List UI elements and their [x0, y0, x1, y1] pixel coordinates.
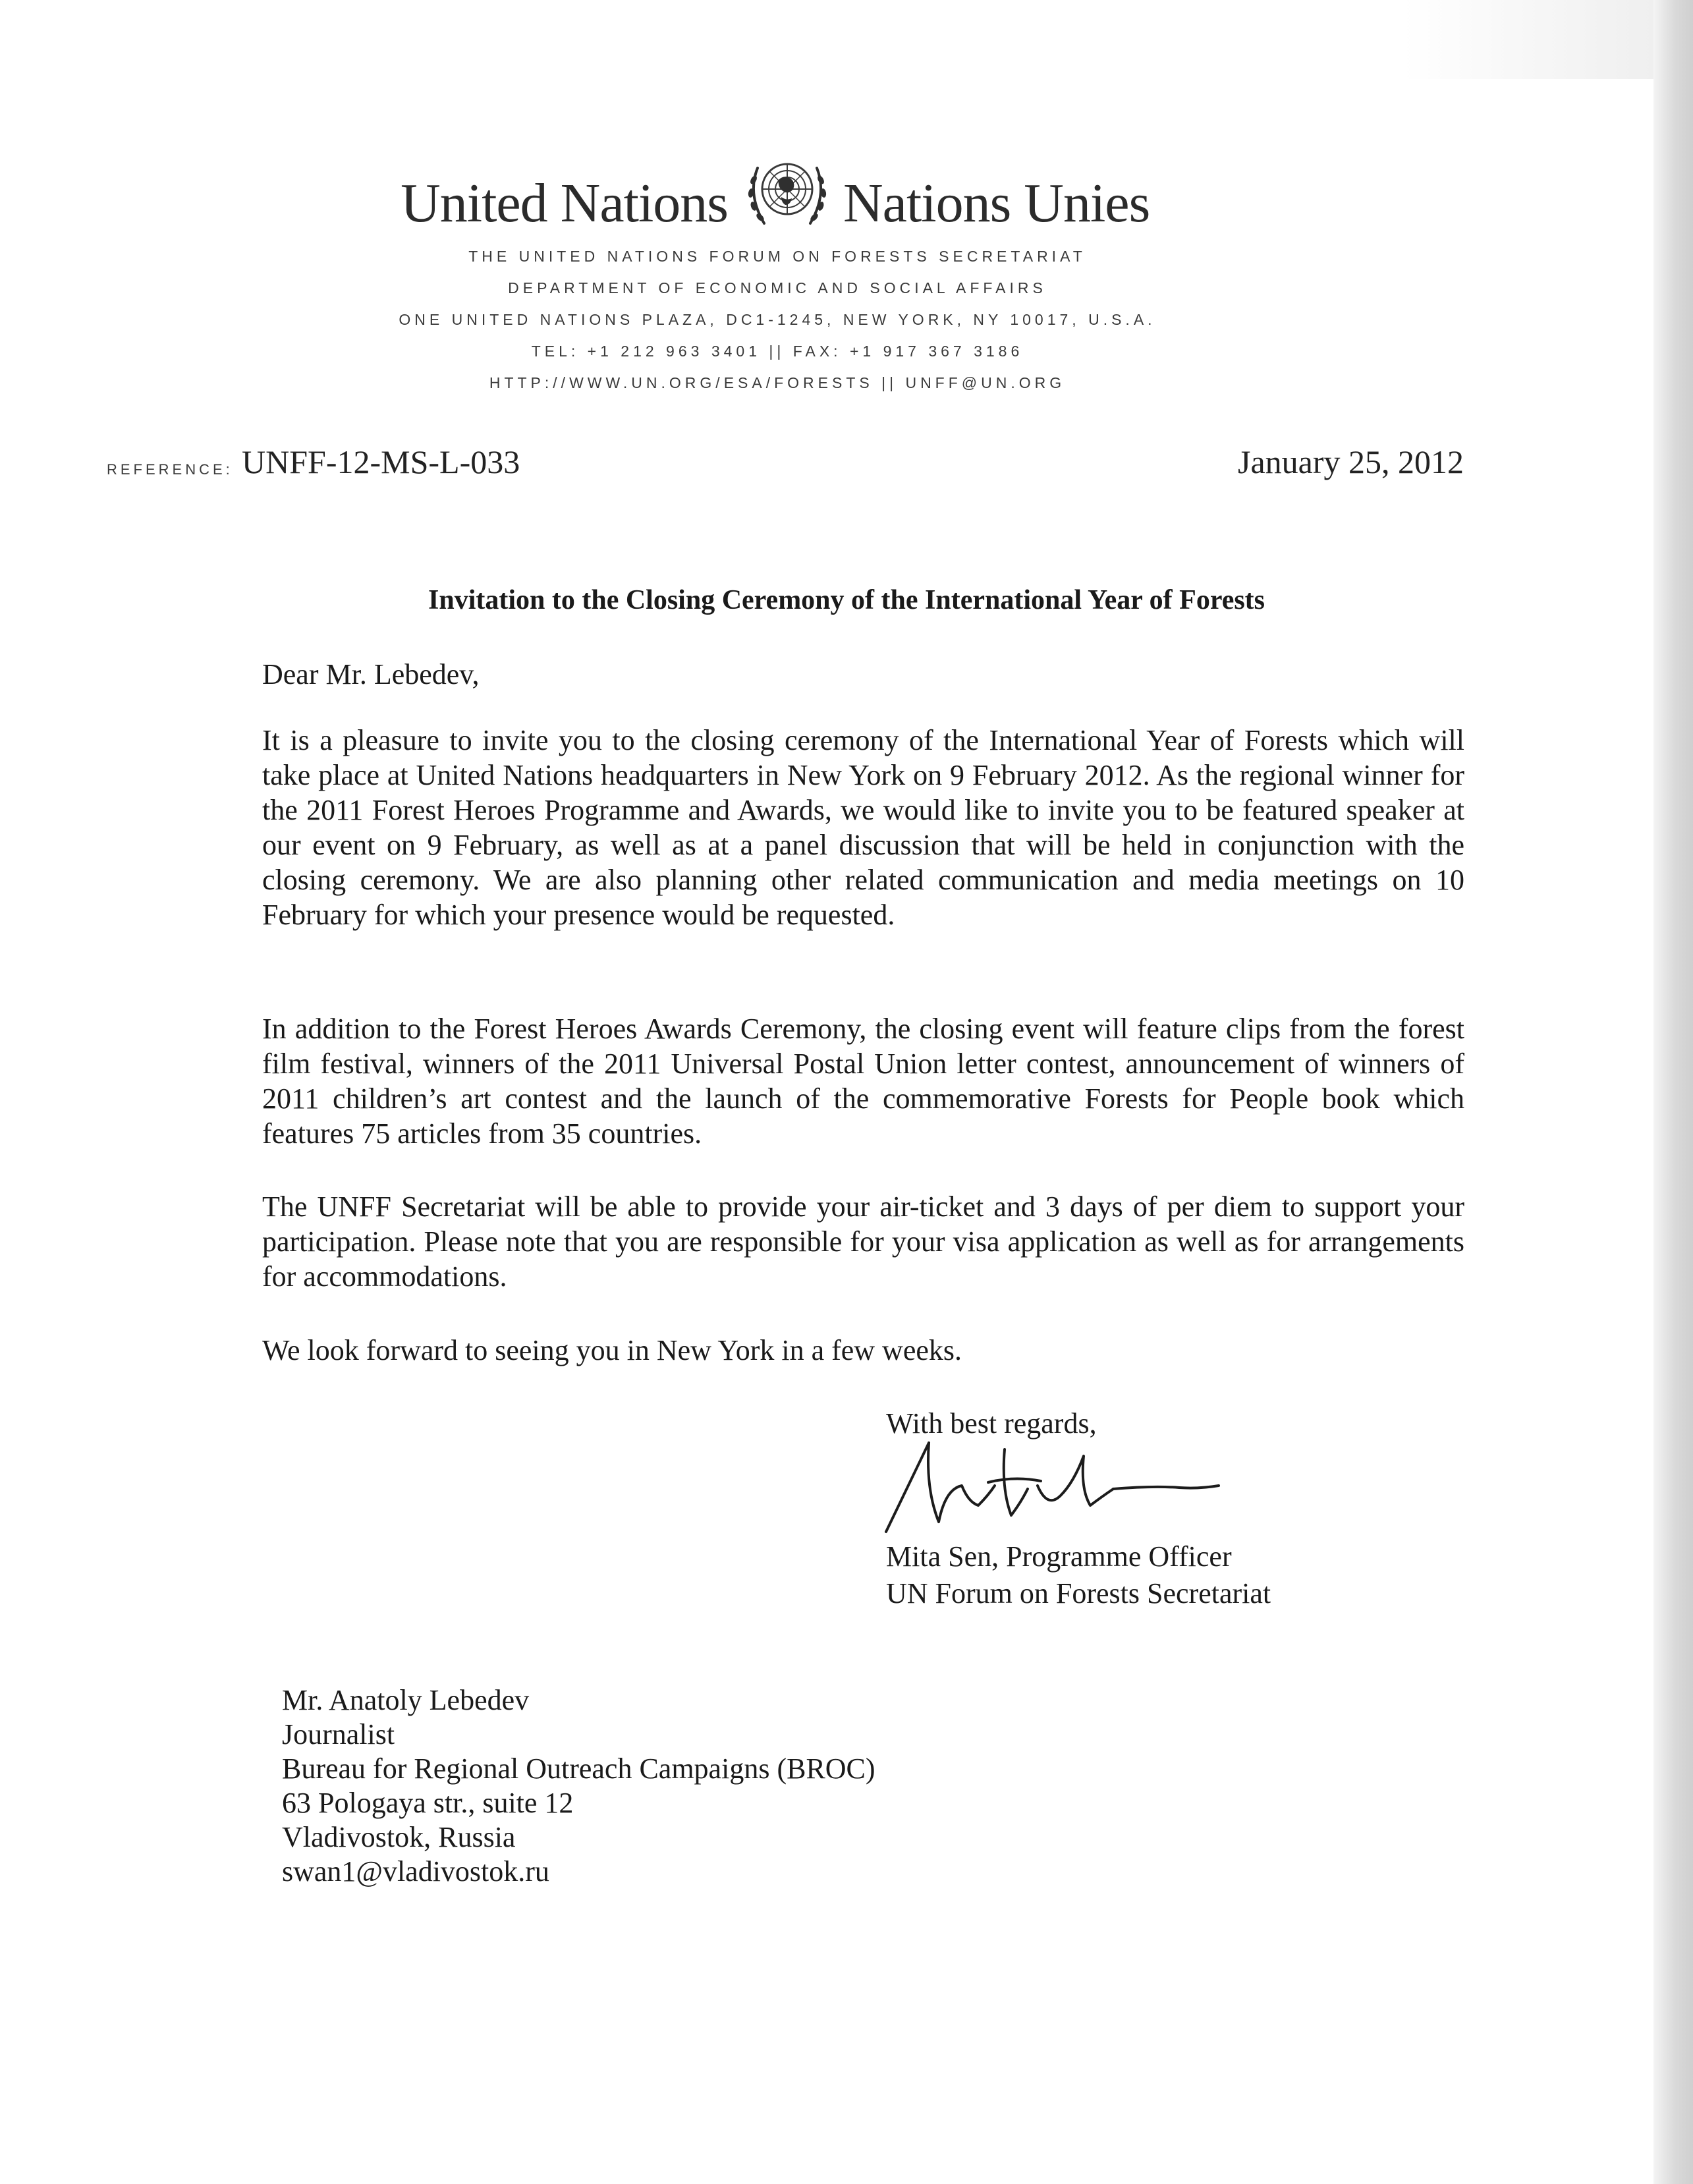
un-emblem-icon — [738, 142, 837, 240]
closing-line: We look forward to seeing you in New York in a few weeks. — [262, 1334, 962, 1366]
recipient-city: Vladivostok, Russia — [282, 1821, 516, 1853]
org-name-english: United Nations — [401, 173, 728, 234]
reference-date-row — [107, 441, 1464, 488]
letterhead-line-web-email: HTTP://WWW.UN.ORG/ESA/FORESTS || UNFF@UN.ORG — [489, 374, 1066, 391]
letterhead-line-department: DEPARTMENT OF ECONOMIC AND SOCIAL AFFAIRS — [508, 279, 1047, 296]
letter-subject: Invitation to the Closing Ceremony of the International Year of Forests — [428, 585, 1265, 615]
reference-number: UNFF-12-MS-L-033 — [242, 443, 520, 480]
scan-edge-shadow — [1653, 0, 1693, 2184]
signer-name-title: Mita Sen, Programme Officer — [886, 1540, 1232, 1573]
reference-label: REFERENCE: — [107, 461, 233, 478]
recipient-name: Mr. Anatoly Lebedev — [282, 1684, 530, 1716]
letterhead-line-phone-fax: TEL: +1 212 963 3401 || FAX: +1 917 367 3186 — [531, 343, 1024, 360]
recipient-organization: Bureau for Regional Outreach Campaigns (BROC) — [282, 1752, 875, 1785]
body-paragraph-event-details: In addition to the Forest Heroes Awards Ceremony, the closing event will feature clips from the forest film festival, winners of the 2011 Universal Postal Union letter contest, announcement of winners of 2011 children’s art contest and the launch of the commemorative Forests for People book which features 75 articles from 35 countries. — [262, 1013, 1464, 1150]
body-paragraph-travel-support: The UNFF Secretariat will be able to provide your air-ticket and 3 days of per diem to support your participation. Please note that you are responsible for your visa application as well as for arrangements for accommodations. — [262, 1190, 1464, 1293]
salutation: Dear Mr. Lebedev, — [262, 658, 480, 690]
handwritten-signature-icon — [863, 1423, 1258, 1542]
letterhead — [0, 142, 1555, 391]
letterhead-org-line — [0, 142, 1555, 240]
letterhead-line-address: ONE UNITED NATIONS PLAZA, DC1-1245, NEW YORK, NY 10017, U.S.A. — [399, 311, 1156, 328]
letterhead-address-block — [0, 240, 1555, 399]
recipient-email: swan1@vladivostok.ru — [282, 1855, 549, 1888]
org-name-french: Nations Unies — [843, 173, 1150, 234]
scan-corner-shadow — [1403, 0, 1653, 79]
recipient-address-block — [282, 1683, 875, 1889]
letter-date: January 25, 2012 — [1238, 443, 1464, 480]
recipient-title: Journalist — [282, 1718, 395, 1750]
recipient-street: 63 Pologaya str., suite 12 — [282, 1787, 574, 1819]
signer-organization: UN Forum on Forests Secretariat — [886, 1577, 1271, 1610]
complimentary-close: With best regards, — [886, 1407, 1097, 1440]
letterhead-line-secretariat: THE UNITED NATIONS FORUM ON FORESTS SECRETARIAT — [468, 248, 1086, 265]
body-paragraph-invitation: It is a pleasure to invite you to the closing ceremony of the International Year of Forests which will take place at United Nations headquarters in New York on 9 February 2012. As the regional winner for the 2011 Forest Heroes Programme and Awards, we would like to invite you to be featured speaker at our event on 9 February, as well as at a panel discussion that will be held in conjunction with the closing ceremony. We are also planning other related communication and media meetings on 10 February for which your presence would be requested. — [262, 724, 1464, 931]
